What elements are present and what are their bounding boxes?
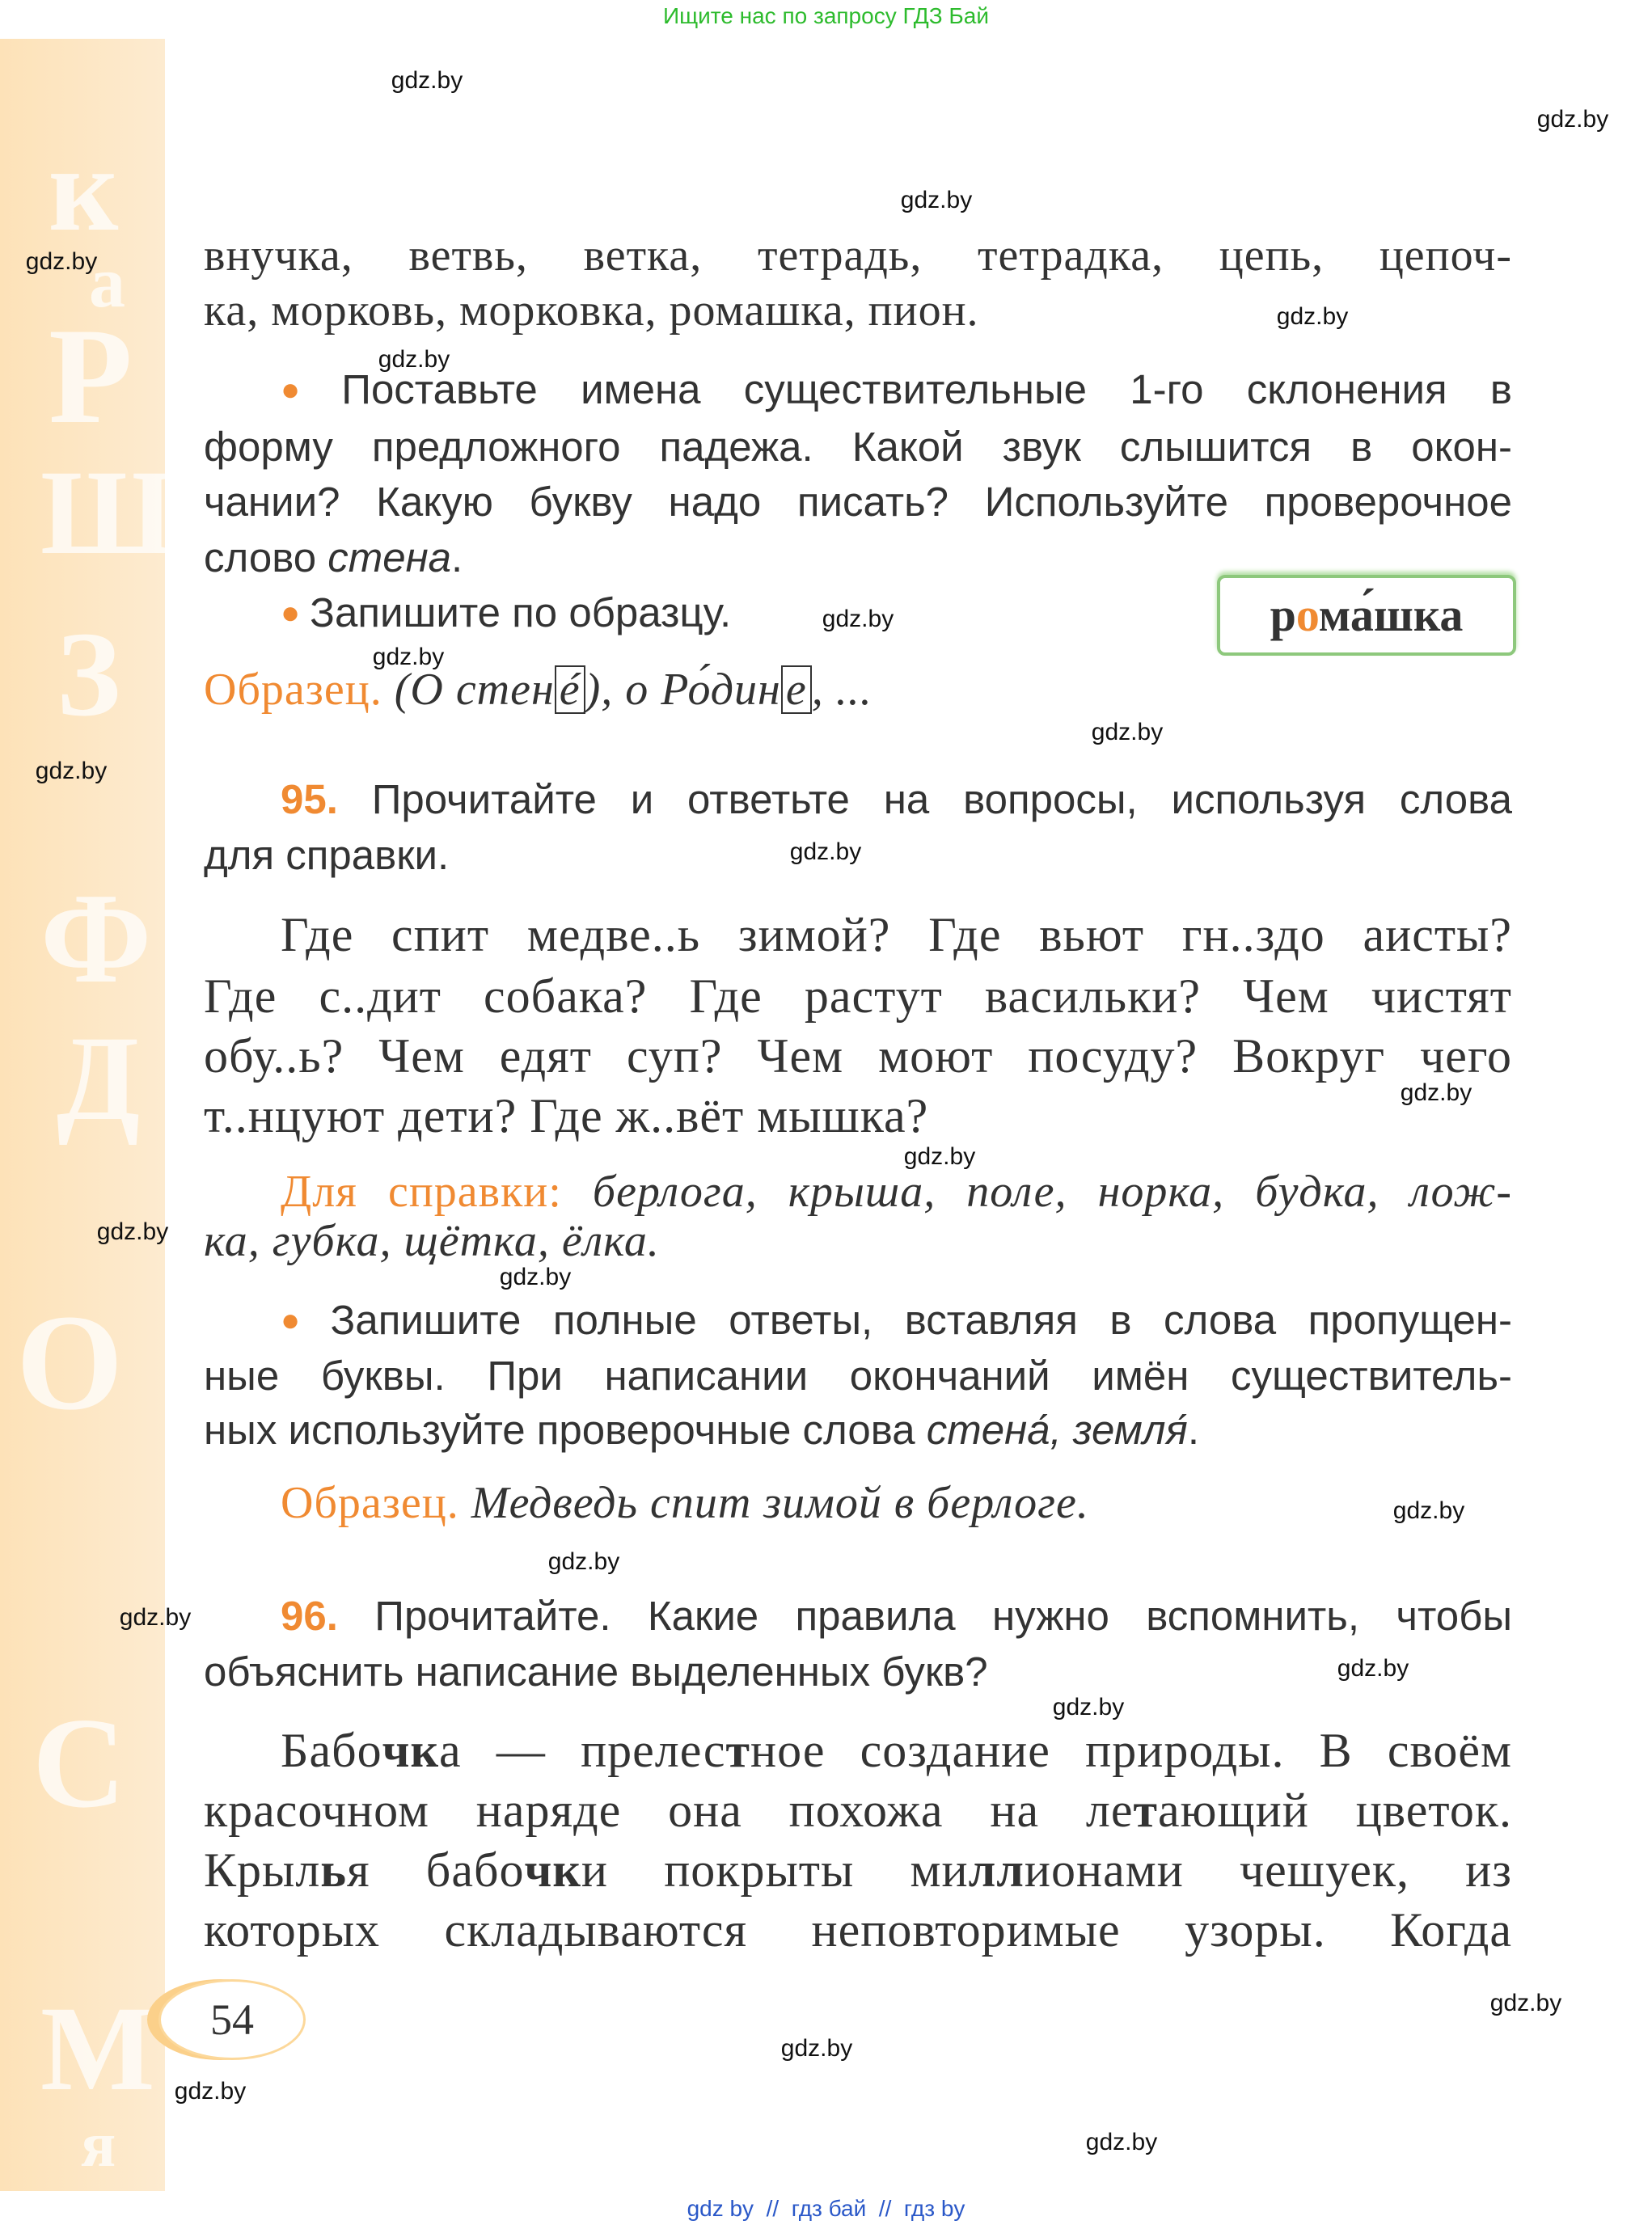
watermark: gdz.by (378, 346, 450, 373)
page-number: 54 (158, 1979, 306, 2060)
text: я бабо (347, 1843, 525, 1897)
watermark: gdz.by (547, 1548, 620, 1575)
text: слово (204, 534, 328, 581)
text-line: ные буквы. При написании окончаний имён существитель- (204, 1353, 1512, 1399)
watermark: gdz.by (822, 606, 894, 632)
text-line: т..нцуют дети? Где ж..вёт мышка? (204, 1089, 929, 1142)
sidebar-letter: Д (57, 1011, 141, 1146)
example-words: стена́, земля́ (926, 1407, 1188, 1453)
task-bullet: ● Запишите полные ответы, вставляя в слова пропущен- (281, 1297, 1512, 1343)
highlighted-letters: т (1133, 1784, 1158, 1837)
text: ное создание природы. В своём (750, 1724, 1512, 1777)
watermark: gdz.by (372, 644, 445, 670)
watermark: gdz.by (1276, 303, 1349, 330)
highlighted-letters: ь (320, 1843, 348, 1897)
highlighted-letters: чк (382, 1724, 440, 1777)
watermark: gdz.by (391, 67, 463, 94)
highlighted-letters: т (725, 1724, 750, 1777)
highlighted-letters: чк (524, 1843, 581, 1897)
ending-box: é (555, 665, 585, 714)
sidebar-letter: С (32, 1691, 126, 1834)
watermark: gdz.by (1091, 719, 1164, 745)
bullet-icon: ● (281, 1302, 321, 1338)
text: ающий цветок. (1158, 1784, 1512, 1837)
sidebar-letter: а (89, 243, 125, 323)
text-line: ка, морковь, морковка, ромашка, пион. (204, 285, 979, 336)
sidebar-letter: Ш (40, 445, 174, 580)
exercise-number: 95. (281, 776, 338, 822)
watermark: gdz.by (499, 1264, 572, 1290)
sidebar-letter: О (16, 1286, 124, 1438)
bullet-icon: ● (281, 595, 301, 631)
sidebar-letter: М (40, 1982, 155, 2116)
text: и покрыты ми (581, 1843, 969, 1897)
text-line: обу..ь? Чем едят суп? Чем моют посуду? Вокруг чего (204, 1029, 1512, 1083)
text-line: Где спит медве..ь зимой? Где вьют гн..здо аисты? (281, 908, 1512, 961)
watermark: gdz.by (789, 838, 862, 865)
sidebar-letter: к (49, 122, 119, 256)
text-line: форму предложного падежа. Какой звук слышится в окон- (204, 424, 1512, 470)
watermark: gdz.by (1392, 1497, 1465, 1524)
sample-line: Образец. Медведь спит зимой в берлоге. (281, 1478, 1089, 1528)
sidebar-letter: я (81, 2109, 116, 2181)
text: Поставьте имена существительные 1-го склонения в (341, 366, 1512, 412)
watermark: gdz.by (119, 1604, 192, 1631)
exercise-number: 96. (281, 1593, 338, 1639)
ending-box: е (781, 665, 812, 714)
text: . (451, 534, 463, 581)
text-line: для справки. (204, 832, 450, 878)
text-line: ка, губка, щётка, ёлка. (204, 1216, 660, 1266)
decorative-sidebar (0, 39, 174, 2191)
text: красочном наряде она похожа на ле (204, 1784, 1134, 1837)
exercise-96-title: 96. Прочитайте. Какие правила нужно вспомнить, чтобы (281, 1593, 1512, 1639)
sample-label: Образец. (204, 665, 382, 715)
text-line: ных используйте проверочные слова стена́, земля́. (204, 1407, 1199, 1453)
watermark: gdz.by (1085, 2129, 1158, 2155)
sample-line: Образец. (О стен é ), о Ро́дин е , ... (204, 665, 872, 715)
text-line: Где с..дит собака? Где растут васильки? Чем чистят (204, 969, 1512, 1023)
watermark: gdz.by (900, 187, 973, 213)
text: Бабо (281, 1724, 382, 1777)
reference-line: Для справки: берлога, крыша, поле, норка, будка, лож- (281, 1167, 1513, 1217)
text96-line (204, 1901, 1512, 1959)
text96-line (204, 1841, 1512, 1899)
watermark: gdz.by (35, 758, 108, 784)
watermark: gdz.by (1536, 106, 1609, 133)
watermark: gdz.by (96, 1218, 169, 1245)
text-line: объяснить написание выделенных букв? (204, 1649, 988, 1695)
text-line: внучка, ветвь, ветка, тетрадь, тетрадка, цепь, цепоч- (204, 230, 1512, 281)
watermark: gdz.by (903, 1143, 976, 1170)
sidebar-letter: Р (49, 300, 133, 452)
bullet-icon: ● (281, 372, 332, 407)
text96-line (204, 1781, 1512, 1839)
text: Запишите по образцу. (310, 589, 732, 635)
word-card: рома́шка (1217, 575, 1516, 656)
exercise-95-title: 95. Прочитайте и ответьте на вопросы, используя слова (281, 776, 1512, 822)
watermark: gdz.by (174, 2078, 247, 2105)
footer-links: gdz by // гдз бай // гдз by (687, 2196, 965, 2221)
watermark: gdz.by (1052, 1694, 1125, 1720)
watermark: gdz.by (1337, 1655, 1409, 1682)
text: Крыл (204, 1843, 321, 1897)
reference-label: Для справки: (281, 1167, 562, 1217)
watermark: gdz.by (25, 248, 98, 275)
watermark: gdz.by (1400, 1079, 1472, 1106)
highlighted-letters: лл (968, 1843, 1025, 1897)
sidebar-letter: З (57, 607, 121, 741)
text96-line (281, 1721, 1512, 1780)
watermark: gdz.by (780, 2035, 853, 2062)
text: которых складываются неповторимые узоры. Когда (204, 1903, 1512, 1957)
example-word: стена (327, 534, 452, 581)
watermark: gdz.by (1489, 1990, 1562, 2016)
text-line: чании? Какую букву надо писать? Используйте проверочное (204, 479, 1512, 525)
header-banner: Ищите нас по запросу ГДЗ Бай (662, 3, 990, 28)
sample-label: Образец. (281, 1478, 459, 1528)
sidebar-letter: Ф (40, 866, 152, 1010)
text: ионами чешуек, из (1024, 1843, 1512, 1897)
task-bullet (281, 365, 1512, 414)
text: а — прелес (439, 1724, 726, 1777)
